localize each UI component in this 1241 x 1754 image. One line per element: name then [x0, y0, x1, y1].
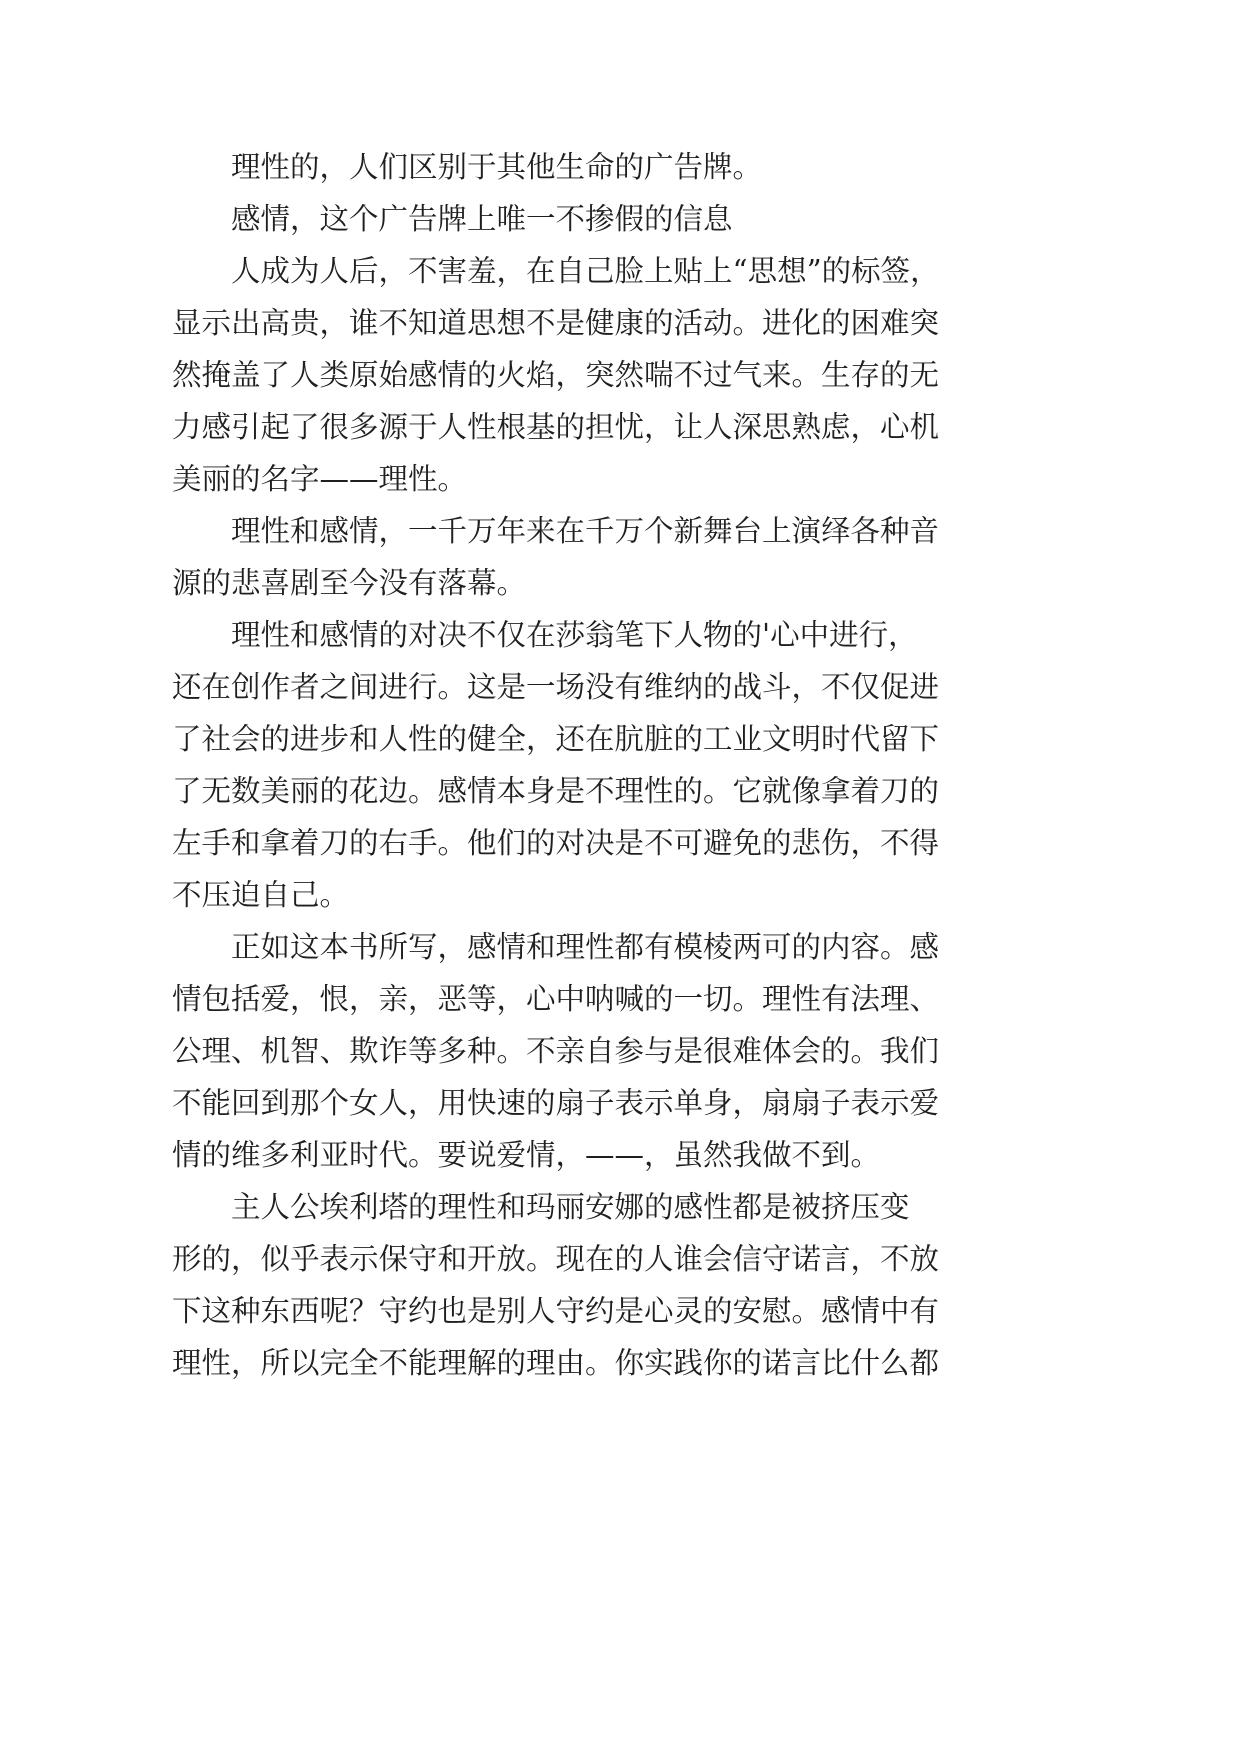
text-line: 了无数美丽的花边。感情本身是不理性的。它就像拿着刀的 [172, 774, 940, 808]
paragraph [172, 1181, 972, 1389]
text-line: 感情，这个广告牌上唯一不掺假的信息 [231, 202, 733, 236]
paragraph [172, 505, 972, 609]
text-line: 美丽的名字——理性。 [172, 462, 468, 496]
text-line: 了社会的进步和人性的健全，还在肮脏的工业文明时代留下 [172, 722, 940, 756]
text-line: 理性，所以完全不能理解的理由。你实践你的诺言比什么都 [172, 1346, 940, 1380]
text-line: 理性的，人们区别于其他生命的广告牌。 [231, 150, 763, 184]
text-line: 情的维多利亚时代。要说爱情，——，虽然我做不到。 [172, 1138, 881, 1172]
text-line: 理性和感情的对决不仅在莎翁笔下人物的'心中进行， [231, 618, 918, 652]
paragraph [172, 921, 972, 1181]
text-line: 然掩盖了人类原始感情的火焰，突然喘不过气来。生存的无 [172, 358, 940, 392]
text-line: 形的，似乎表示保守和开放。现在的人谁会信守诺言，不放 [172, 1242, 940, 1276]
text-line: 正如这本书所写，感情和理性都有模棱两可的内容。感 [231, 930, 940, 964]
paragraph [172, 245, 972, 505]
text-line: 不压迫自己。 [172, 878, 350, 912]
text-line: 下这种东西呢？守约也是别人守约是心灵的安慰。感情中有 [172, 1294, 940, 1328]
text-line: 主人公埃利塔的理性和玛丽安娜的感性都是被挤压变 [231, 1190, 910, 1224]
text-line: 源的悲喜剧至今没有落幕。 [172, 566, 527, 600]
text-line: 理性和感情，一千万年来在千万个新舞台上演绎各种音 [231, 514, 940, 548]
text-line: 公理、机智、欺诈等多种。不亲自参与是很难体会的。我们 [172, 1034, 940, 1068]
paragraph [172, 193, 972, 245]
text-line: 情包括爱，恨，亲，恶等，心中呐喊的一切。理性有法理、 [172, 982, 940, 1016]
text-line: 力感引起了很多源于人性根基的担忧，让人深思熟虑，心机 [172, 410, 940, 444]
text-line: 不能回到那个女人，用快速的扇子表示单身，扇扇子表示爱 [172, 1086, 940, 1120]
paragraph [172, 141, 972, 193]
body-text [172, 141, 972, 1389]
paragraph [172, 609, 972, 921]
text-line: 显示出高贵，谁不知道思想不是健康的活动。进化的困难突 [172, 306, 940, 340]
text-line: 人成为人后，不害羞，在自己脸上贴上“思想”的标签， [231, 254, 940, 288]
text-line: 左手和拿着刀的右手。他们的对决是不可避免的悲伤，不得 [172, 826, 940, 860]
text-line: 还在创作者之间进行。这是一场没有维纳的战斗，不仅促进 [172, 670, 940, 704]
